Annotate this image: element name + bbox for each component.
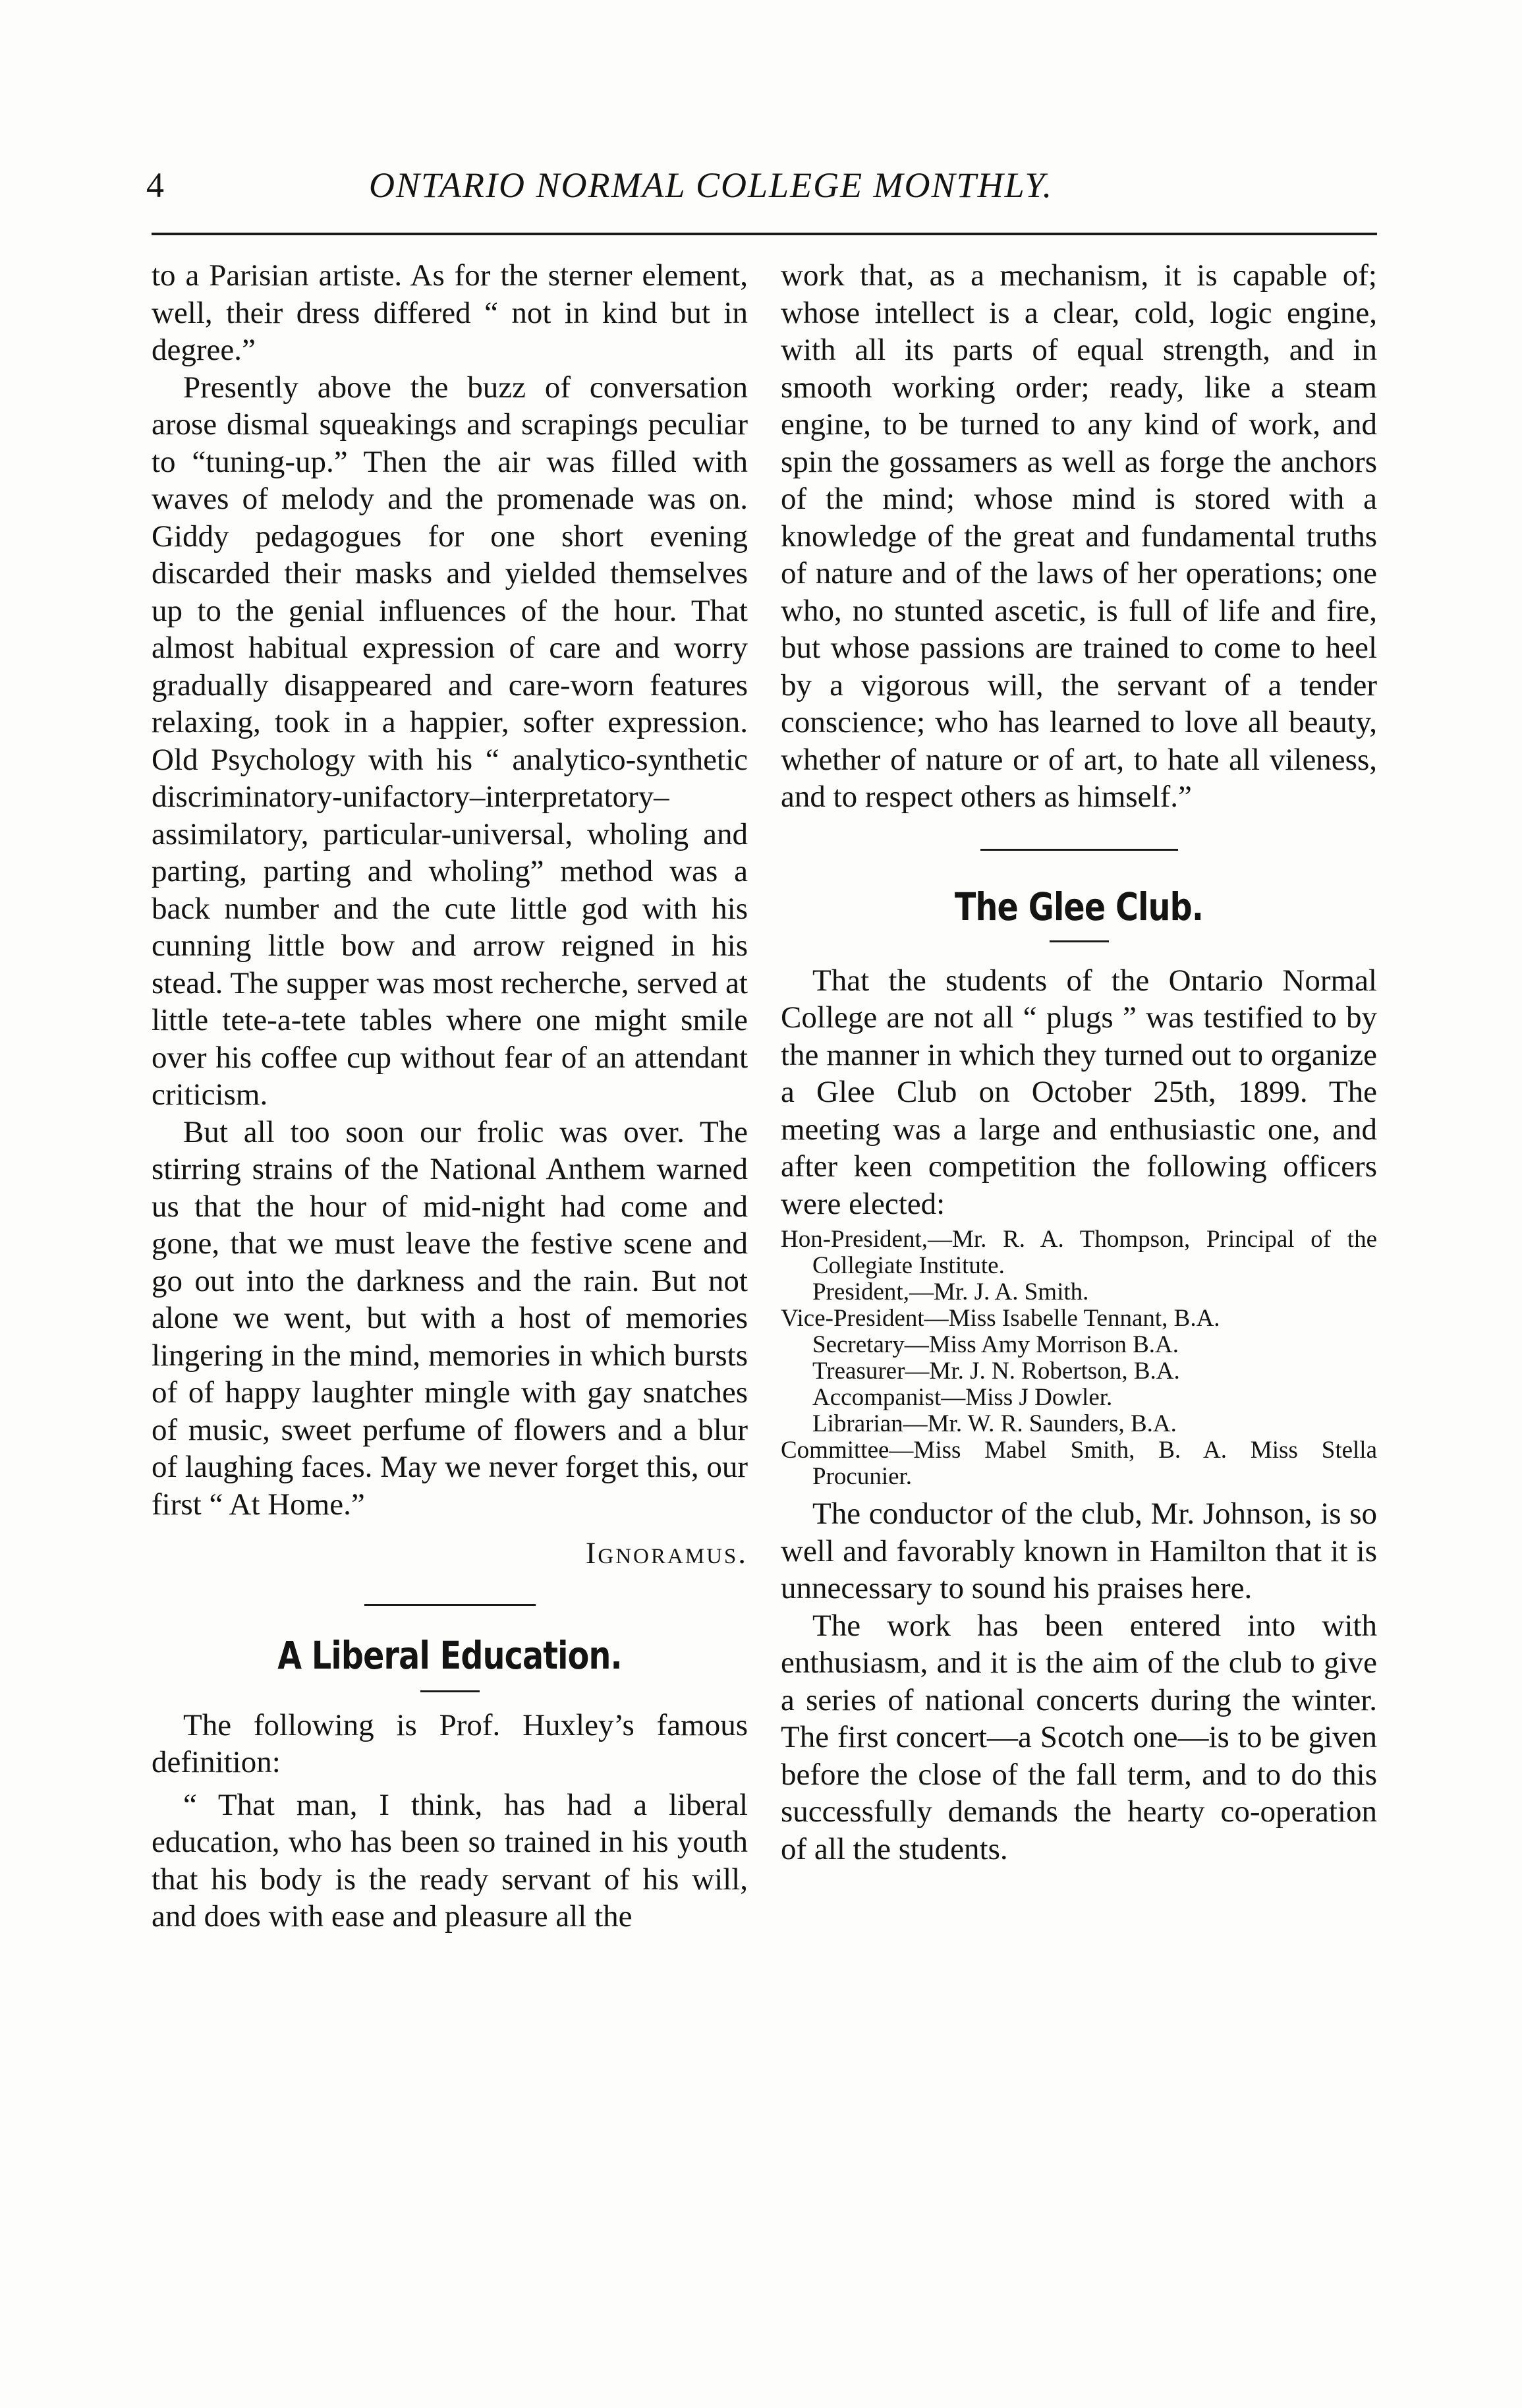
officer-entry: President,—Mr. J. A. Smith. (812, 1278, 1089, 1305)
paragraph: to a Parisian artiste. As for the sterner element, well, their dress differed “ not in kind but in degree.” (152, 258, 748, 367)
officer-entry: Accompanist—Miss J Dowler. (812, 1384, 1113, 1411)
officer-entry: Vice-President—Miss Isabelle Tennant, B.A. (781, 1305, 1220, 1332)
officers-list (781, 1226, 1377, 1490)
officer-entry: Secretary—Miss Amy Morrison B.A. (812, 1331, 1179, 1358)
officer-entry: Committee—Miss Mabel Smith, B. A. Miss Stella Procunier. (781, 1437, 1377, 1490)
section-title: The Glee Club. (954, 884, 1204, 929)
officer-entry: Hon-President,—Mr. R. A. Thompson, Principal of the Collegiate Institute. (781, 1226, 1377, 1279)
paragraph: The conductor of the club, Mr. Johnson, is so well and favorably known in Hamilton that it is unnecessary to sound his praises here. (781, 1497, 1377, 1605)
right-column (781, 257, 1377, 1868)
header-rule (152, 233, 1377, 235)
section-divider (364, 1604, 536, 1606)
page-number: 4 (146, 165, 164, 205)
paragraph: work that, as a mechanism, it is capable of; whose intellect is a clear, cold, logic engine, with all its parts of equal strength, and in smooth working order; ready, like a steam engine, to be turned to any kind of work, and spin the gossamers as well as forge the anchors of the mind; whose mind is stored with a knowledge of the great and fundamental truths of nature and of the laws of her operations; one who, no stunted ascetic, is full of life and fire, but whose passions are trained to come to heel by a vigorous will, the servant of a tender conscience; who has learned to love all beauty, whether of nature or of art, to hate all vileness, and to respect others as himself.” (781, 258, 1377, 814)
officer-entry: Librarian—Mr. W. R. Saunders, B.A. (812, 1410, 1177, 1437)
author-signature: Ignoramus. (585, 1536, 748, 1570)
paragraph: That the students of the Ontario Normal College are not all “ plugs ” was testified to by the manner in which they turned out to organize a Glee Club on October 25th, 1899. The meeting was a large and enthusiastic one, and after keen competition the following officers were elected: (781, 963, 1377, 1221)
paragraph: “ That man, I think, has had a liberal education, who has been so trained in his youth that his body is the ready servant of his will, and does with ease and pleasure all the (152, 1787, 748, 1934)
section-divider (980, 849, 1178, 851)
paragraph: The following is Prof. Huxley’s famous definition: (152, 1707, 748, 1779)
left-column (152, 257, 748, 1935)
running-title: ONTARIO NORMAL COLLEGE MONTHLY. (369, 165, 1054, 205)
title-underline (1050, 940, 1109, 942)
title-underline (420, 1690, 480, 1692)
officer-entry: Treasurer—Mr. J. N. Robertson, B.A. (812, 1358, 1180, 1385)
paragraph: The work has been entered into with enthusiasm, and it is the aim of the club to give a series of national concerts during the winter. The first concert—a Scotch one—is to be given before the close of the fall term, and to do this successfully demands the hearty co-operation of all the students. (781, 1608, 1377, 1866)
paragraph: But all too soon our frolic was over. The stirring strains of the National Anthem warned us that the hour of mid-night had come and gone, that we must leave the festive scene and go out into the darkness and the rain. But not alone we went, but with a host of memories lingering in the mind, memories in which bursts of of happy laughter mingle with gay snatches of music, sweet perfume of flowers and a blur of laughing faces. May we never forget this, our first “ At Home.” (152, 1114, 748, 1522)
section-title: A Liberal Education. (277, 1632, 622, 1678)
paragraph: Presently above the buzz of conversation arose dismal squeakings and scrapings peculiar to “tuning-up.” Then the air was filled with waves of melody and the promenade was on. Giddy pedagogues for one short evening discarded their masks and yielded themselves up to the genial influences of the hour. That almost habitual expression of care and worry gradually disappeared and care-worn features relaxing, took in a happier, softer expression. Old Psychology with his “ analytico-synthetic discriminatory-unifactory–interpretatory–assimilatory, particular-universal, wholing and parting, parting and wholing” method was a back number and the cute little god with his cunning little bow and arrow reigned in his stead. The supper was most recherche, served at little tete-a-tete tables where one might smile over his coffee cup without fear of an attendant criticism. (152, 370, 748, 1112)
